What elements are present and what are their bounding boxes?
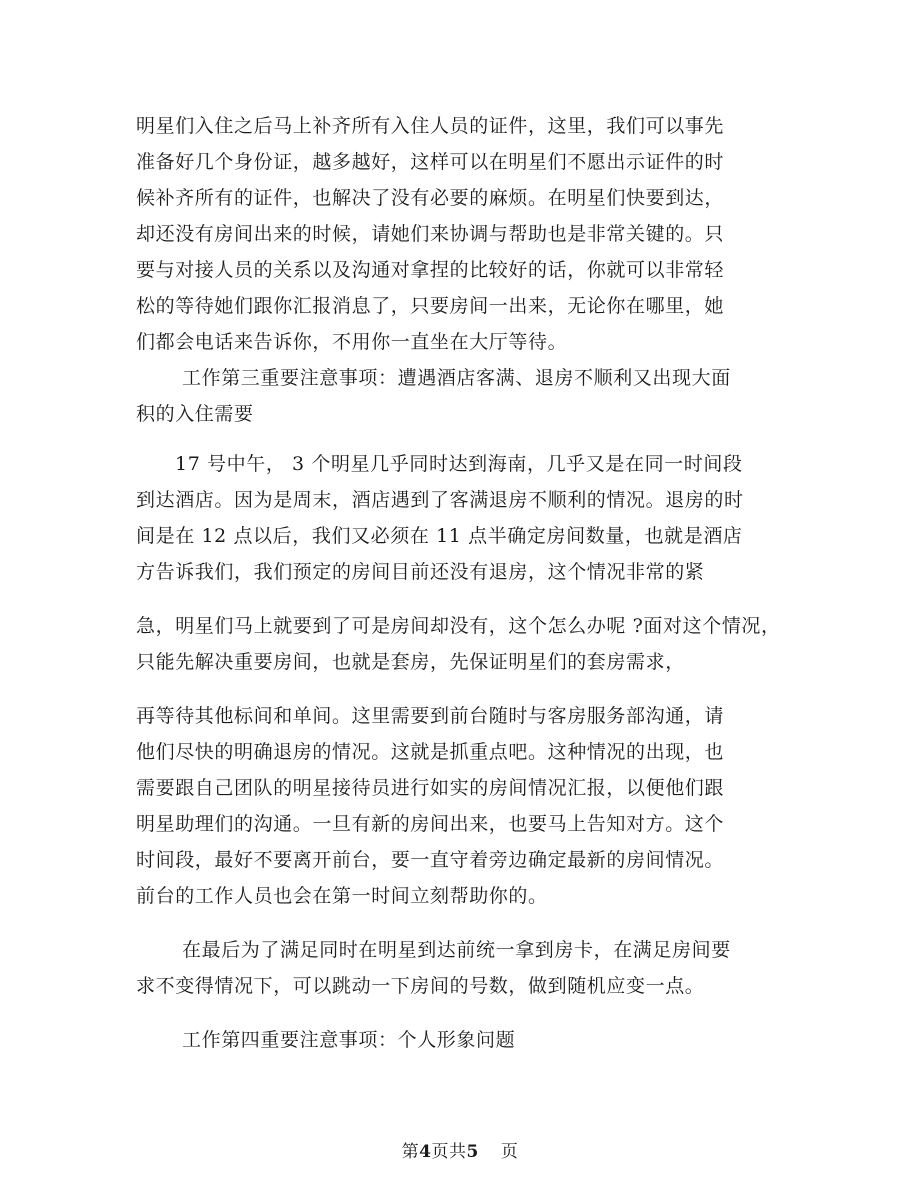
paragraph-line: 在最后为了满足同时在明星到达前统一拿到房卡，在满足房间要 [182,939,731,961]
paragraph-line: 17 号中午， 3 个明星几乎同时达到海南，几乎又是在同一时间段 [175,453,743,475]
section-heading-line: 工作第三重要注意事项：遭遇酒店客满、退房不顺利又出现大面 [182,367,731,389]
paragraph-line: 准备好几个身份证，越多越好，这样可以在明星们不愿出示证件的时 [136,151,725,173]
footer-middle: 页共 [431,1142,467,1162]
paragraph-line: 只能先解决重要房间，也就是套房，先保证明星们的套房需求， [136,651,685,673]
paragraph-line: 却还没有房间出来的时候，请她们来协调与帮助也是非常关键的。只 [136,223,725,245]
paragraph-line: 们都会电话来告诉你，不用你一直坐在大厅等待。 [136,331,568,353]
paragraph-line: 方告诉我们，我们预定的房间目前还没有退房，这个情况非常的紧 [136,561,705,583]
footer-prefix: 第 [401,1142,420,1162]
paragraph-line: 他们尽快的明确退房的情况。这就是抓重点吧。这种情况的出现，也 [136,741,725,763]
paragraph-line: 求不变得情况下，可以跳动一下房间的号数，做到随机应变一点。 [136,975,705,997]
paragraph-line: 需要跟自己团队的明星接待员进行如实的房间情况汇报，以便他们跟 [136,777,725,799]
footer-suffix: 页 [500,1142,519,1162]
footer-page-number: 4 [419,1142,432,1162]
section-heading-line: 积的入住需要 [136,403,254,425]
paragraph-line: 松的等待她们跟你汇报消息了，只要房间一出来，无论你在哪里，她 [136,295,725,317]
paragraph-line: 要与对接人员的关系以及沟通对拿捏的比较好的话，你就可以非常轻 [136,259,725,281]
paragraph-line: 候补齐所有的证件，也解决了没有必要的麻烦。在明星们快要到达， [136,187,725,209]
page-footer [0,1141,920,1163]
paragraph-line: 急，明星们马上就要到了可是房间却没有，这个怎么办呢 ?面对这个情况， [136,615,781,637]
paragraph-line: 明星们入住之后马上补齐所有入住人员的证件，这里，我们可以事先 [136,115,725,137]
paragraph-line: 间是在 12 点以后，我们又必须在 11 点半确定房间数量，也就是酒店 [136,525,743,547]
paragraph-line: 再等待其他标间和单间。这里需要到前台随时与客房服务部沟通，请 [136,705,725,727]
section-heading-line: 工作第四重要注意事项：个人形象问题 [182,1029,516,1051]
paragraph-line: 前台的工作人员也会在第一时间立刻帮助你的。 [136,885,548,907]
paragraph-line: 明星助理们的沟通。一旦有新的房间出来，也要马上告知对方。这个 [136,813,725,835]
paragraph-line: 时间段，最好不要离开前台，要一直守着旁边确定最新的房间情况。 [136,849,725,871]
footer-page-total: 5 [466,1142,479,1162]
paragraph-line: 到达酒店。因为是周末，酒店遇到了客满退房不顺利的情况。退房的时 [136,489,744,511]
